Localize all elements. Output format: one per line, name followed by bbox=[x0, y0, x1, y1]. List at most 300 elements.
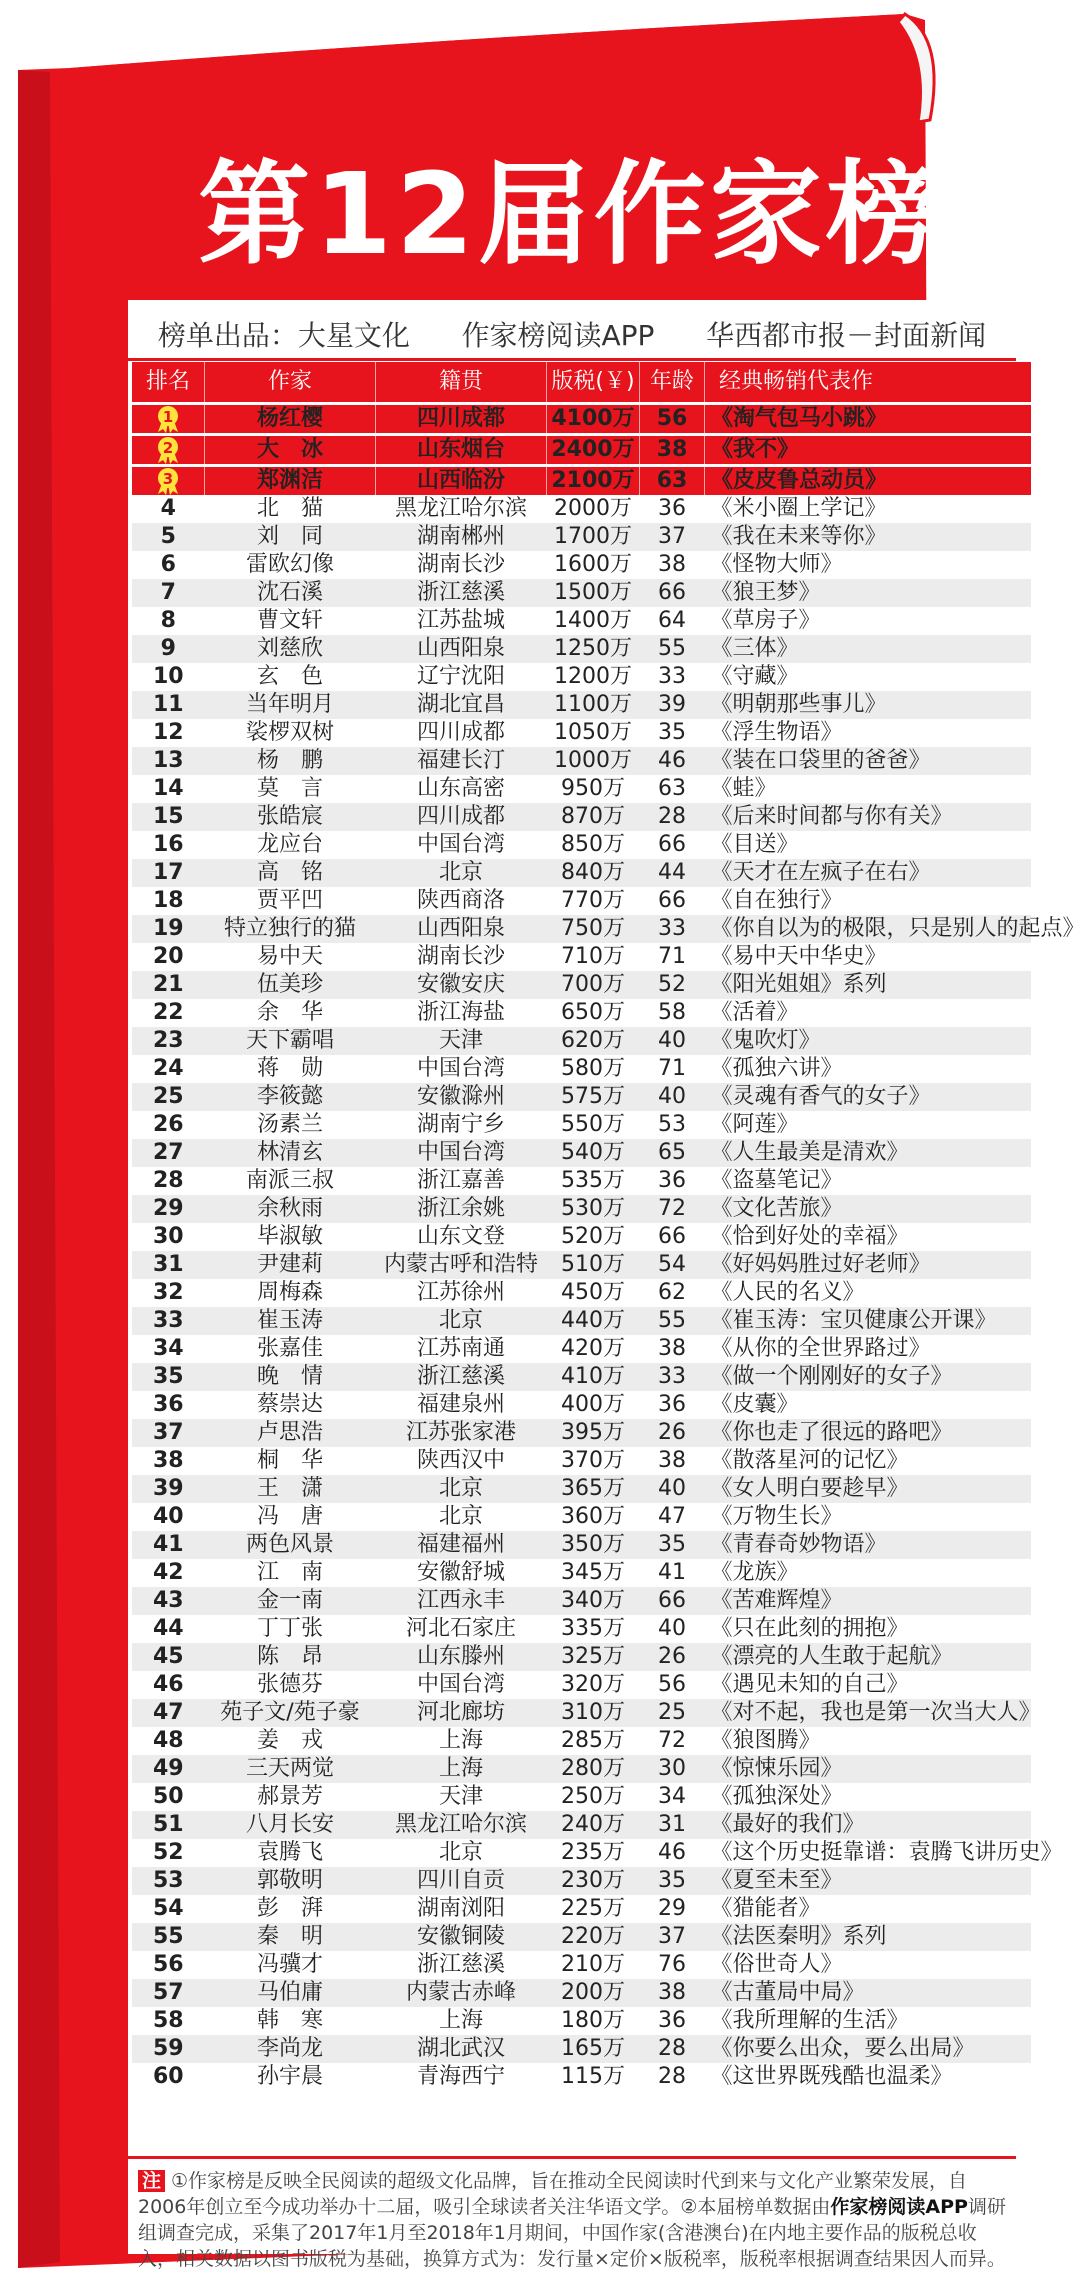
royalty-cell: 325万 bbox=[547, 1643, 640, 1671]
age-cell: 63 bbox=[658, 776, 686, 801]
rank-cell: 32 bbox=[152, 1280, 184, 1305]
author-cell: 裟椤双树 bbox=[245, 720, 334, 745]
royalty-cell: 535万 bbox=[561, 1168, 625, 1193]
age-cell: 26 bbox=[640, 1643, 705, 1671]
table-row bbox=[132, 1363, 1031, 1391]
author-cell: 三天两觉 bbox=[205, 1755, 376, 1783]
rank-cell: 41 bbox=[132, 1531, 205, 1559]
rank-cell: 26 bbox=[152, 1112, 184, 1137]
table-row bbox=[132, 466, 1031, 496]
age-cell: 56 bbox=[658, 1672, 686, 1697]
royalty-cell: 450万 bbox=[561, 1280, 625, 1305]
table-row bbox=[132, 1643, 1031, 1671]
royalty-cell: 240万 bbox=[547, 1811, 640, 1839]
rank-cell: 59 bbox=[132, 2035, 205, 2063]
column-header-age: 年龄 bbox=[640, 362, 705, 404]
royalty-cell: 1100万 bbox=[547, 691, 640, 719]
work-cell: 《目送》 bbox=[710, 832, 799, 857]
royalty-cell: 180万 bbox=[561, 2008, 625, 2033]
author-cell: 陈 昂 bbox=[205, 1643, 376, 1671]
work-cell: 《自在独行》 bbox=[710, 888, 843, 913]
author-cell: 刘 同 bbox=[205, 523, 376, 551]
age-cell: 66 bbox=[658, 1224, 686, 1249]
rank-cell: 58 bbox=[152, 2008, 184, 2033]
rank-cell: 57 bbox=[132, 1979, 205, 2007]
age-cell: 40 bbox=[640, 1083, 705, 1111]
table-row bbox=[132, 915, 1031, 943]
work-cell: 《天才在左疯子在右》 bbox=[705, 859, 1032, 887]
author-cell: 李尚龙 bbox=[205, 2035, 376, 2063]
hometown-cell: 湖南长沙 bbox=[416, 944, 505, 969]
table-row bbox=[132, 943, 1031, 971]
rank-number: 1 bbox=[162, 408, 174, 426]
table-row bbox=[132, 719, 1031, 747]
table-row bbox=[132, 1167, 1031, 1195]
age-cell: 28 bbox=[640, 2035, 705, 2063]
hometown-cell: 浙江嘉善 bbox=[416, 1168, 505, 1193]
table-row bbox=[132, 1139, 1031, 1167]
age-cell: 36 bbox=[658, 1168, 686, 1193]
work-cell: 《盗墓笔记》 bbox=[710, 1168, 843, 1193]
publisher-label: 榜单出品：大星文化 bbox=[157, 319, 410, 352]
royalty-cell: 870万 bbox=[547, 803, 640, 831]
table-row bbox=[132, 579, 1031, 607]
work-cell: 《我在未来等你》 bbox=[705, 523, 1032, 551]
hometown-cell: 江苏徐州 bbox=[416, 1280, 505, 1305]
royalty-cell: 2400万 bbox=[547, 435, 640, 466]
table-row bbox=[132, 1671, 1031, 1699]
author-cell: 张嘉佳 bbox=[256, 1336, 323, 1361]
footnote bbox=[138, 2168, 1008, 2272]
author-cell: 北 猫 bbox=[256, 496, 323, 521]
age-cell: 46 bbox=[640, 747, 705, 775]
medal-icon bbox=[153, 436, 183, 464]
work-cell: 《我所理解的生活》 bbox=[710, 2008, 909, 2033]
rank-cell: 22 bbox=[152, 1000, 184, 1025]
age-cell: 40 bbox=[658, 1616, 686, 1641]
table-row bbox=[132, 775, 1031, 803]
work-cell: 《活着》 bbox=[710, 1000, 799, 1025]
work-cell: 《三体》 bbox=[705, 635, 1032, 663]
author-cell: 郝景芳 bbox=[256, 1784, 323, 1809]
table-row bbox=[132, 1279, 1031, 1307]
hometown-cell: 湖南宁乡 bbox=[416, 1112, 505, 1137]
age-cell: 72 bbox=[640, 1195, 705, 1223]
royalty-cell: 2000万 bbox=[554, 496, 632, 521]
work-cell: 《装在口袋里的爸爸》 bbox=[705, 747, 1032, 775]
work-cell: 《夏至未至》 bbox=[705, 1867, 1032, 1895]
table-row bbox=[132, 1195, 1031, 1223]
note-app-name: 作家榜阅读APP bbox=[830, 2196, 968, 2218]
work-cell: 《孤独深处》 bbox=[710, 1784, 843, 1809]
table-header-row bbox=[132, 362, 1031, 404]
hometown-cell: 山东滕州 bbox=[376, 1643, 547, 1671]
royalty-cell: 395万 bbox=[547, 1419, 640, 1447]
author-cell: 曹文轩 bbox=[256, 608, 323, 633]
hometown-cell: 山东文登 bbox=[416, 1224, 505, 1249]
work-cell: 《怪物大师》 bbox=[710, 552, 843, 577]
royalty-cell: 165万 bbox=[547, 2035, 640, 2063]
author-cell: 郭敬明 bbox=[205, 1867, 376, 1895]
age-cell: 33 bbox=[640, 1363, 705, 1391]
royalty-cell: 225万 bbox=[561, 1896, 625, 1921]
rank-cell: 29 bbox=[132, 1195, 205, 1223]
royalty-cell: 360万 bbox=[561, 1504, 625, 1529]
table-row bbox=[132, 663, 1031, 691]
rank-number: 2 bbox=[162, 439, 174, 457]
work-cell: 《猎能者》 bbox=[710, 1896, 821, 1921]
hometown-cell: 四川成都 bbox=[416, 720, 505, 745]
age-cell: 38 bbox=[658, 552, 686, 577]
author-cell: 特立独行的猫 bbox=[205, 915, 376, 943]
table-row bbox=[132, 1503, 1031, 1531]
age-cell: 44 bbox=[640, 859, 705, 887]
author-cell: 苑子文/苑子豪 bbox=[205, 1699, 376, 1727]
table-row bbox=[132, 1251, 1031, 1279]
royalty-cell: 345万 bbox=[561, 1560, 625, 1585]
rank-cell: 33 bbox=[132, 1307, 205, 1335]
table-row bbox=[132, 1335, 1031, 1363]
table-row bbox=[132, 971, 1031, 999]
author-cell: 当年明月 bbox=[205, 691, 376, 719]
rank-cell: 36 bbox=[152, 1392, 184, 1417]
work-cell: 《苦难辉煌》 bbox=[705, 1587, 1032, 1615]
table-row bbox=[132, 1923, 1031, 1951]
rank-cell: 55 bbox=[132, 1923, 205, 1951]
hometown-cell: 安徽舒城 bbox=[416, 1560, 505, 1585]
rank-cell: 19 bbox=[132, 915, 205, 943]
table-row bbox=[132, 1307, 1031, 1335]
author-cell: 袁腾飞 bbox=[256, 1840, 323, 1865]
table-row bbox=[132, 1419, 1031, 1447]
work-cell: 《俗世奇人》 bbox=[710, 1952, 843, 1977]
column-header-work: 经典畅销代表作 bbox=[705, 362, 1032, 404]
hometown-cell: 山西阳泉 bbox=[376, 635, 547, 663]
table-row bbox=[132, 1587, 1031, 1615]
table-row bbox=[132, 2035, 1031, 2063]
age-cell: 34 bbox=[658, 1784, 686, 1809]
rank-cell: 52 bbox=[152, 1840, 184, 1865]
royalty-cell: 580万 bbox=[561, 1056, 625, 1081]
table-row bbox=[132, 635, 1031, 663]
age-cell: 26 bbox=[640, 1419, 705, 1447]
rank-cell: 5 bbox=[132, 523, 205, 551]
medal-icon bbox=[153, 467, 183, 495]
hometown-cell: 湖北武汉 bbox=[376, 2035, 547, 2063]
age-cell: 66 bbox=[658, 832, 686, 857]
table-row bbox=[132, 1055, 1031, 1083]
author-cell: 晚 情 bbox=[205, 1363, 376, 1391]
hometown-cell: 浙江慈溪 bbox=[376, 1363, 547, 1391]
work-cell: 《鬼吹灯》 bbox=[705, 1027, 1032, 1055]
royalty-cell: 250万 bbox=[561, 1784, 625, 1809]
hometown-cell: 湖北宜昌 bbox=[376, 691, 547, 719]
hometown-cell: 辽宁沈阳 bbox=[416, 664, 505, 689]
age-cell: 53 bbox=[658, 1112, 686, 1137]
work-cell: 《万物生长》 bbox=[710, 1504, 843, 1529]
age-cell: 40 bbox=[640, 1027, 705, 1055]
royalty-cell: 620万 bbox=[547, 1027, 640, 1055]
hometown-cell: 北京 bbox=[376, 1475, 547, 1503]
rank-cell: 44 bbox=[152, 1616, 184, 1641]
rank-cell: 23 bbox=[132, 1027, 205, 1055]
table-row bbox=[132, 435, 1031, 466]
hometown-cell: 北京 bbox=[376, 1307, 547, 1335]
author-cell: 张德芬 bbox=[256, 1672, 323, 1697]
rank-cell: 10 bbox=[152, 664, 184, 689]
hometown-cell: 山西临汾 bbox=[376, 466, 547, 496]
rank-cell: 39 bbox=[132, 1475, 205, 1503]
rank-cell bbox=[132, 466, 205, 496]
table-row bbox=[132, 999, 1031, 1027]
work-cell: 《守藏》 bbox=[710, 664, 799, 689]
work-cell: 《惊悚乐园》 bbox=[705, 1755, 1032, 1783]
age-cell: 30 bbox=[640, 1755, 705, 1783]
rank-cell: 14 bbox=[152, 776, 184, 801]
age-cell: 76 bbox=[658, 1952, 686, 1977]
table-row bbox=[132, 1979, 1031, 2007]
royalty-cell: 210万 bbox=[561, 1952, 625, 1977]
note-text-1: ①作家榜是反映全民阅读的超级文化品牌，旨在推动全民阅读时代到来与文化产业繁荣发展，自2006年创立至今成功举办十二届，吸引全球读者关注华语文学。②本届榜单数据由 bbox=[138, 2170, 968, 2218]
age-cell: 56 bbox=[640, 404, 705, 435]
column-header-name: 作家 bbox=[205, 362, 376, 404]
table-row bbox=[132, 1083, 1031, 1111]
table-row bbox=[132, 1755, 1031, 1783]
rank-cell: 16 bbox=[152, 832, 184, 857]
royalty-cell: 400万 bbox=[561, 1392, 625, 1417]
royalty-cell: 4100万 bbox=[547, 404, 640, 435]
rank-cell: 9 bbox=[132, 635, 205, 663]
rank-cell: 34 bbox=[152, 1336, 184, 1361]
hometown-cell: 浙江余姚 bbox=[376, 1195, 547, 1223]
hometown-cell: 中国台湾 bbox=[416, 832, 505, 857]
hometown-cell: 江苏南通 bbox=[416, 1336, 505, 1361]
table-row bbox=[132, 1811, 1031, 1839]
rank-cell: 24 bbox=[152, 1056, 184, 1081]
author-cell: 杨红樱 bbox=[205, 404, 376, 435]
work-cell: 《你也走了很远的路吧》 bbox=[705, 1419, 1032, 1447]
hometown-cell: 中国台湾 bbox=[416, 1056, 505, 1081]
hometown-cell: 河北石家庄 bbox=[405, 1616, 516, 1641]
note-text-2: 调研组调查完成，采集了2017年1月至2018年1月期间，中国作家(含港澳台)在内地主要作品的版税总收入，相关数据以图书版税为基础，换算方式为：发行量×定价×版税率，版税率根据调查结果因人而异。 bbox=[138, 2196, 1006, 2270]
age-cell: 52 bbox=[640, 971, 705, 999]
author-cell: 伍美珍 bbox=[205, 971, 376, 999]
ranking-table bbox=[132, 362, 1085, 2091]
rank-cell: 21 bbox=[132, 971, 205, 999]
hometown-cell: 北京 bbox=[438, 1504, 483, 1529]
royalty-cell: 1700万 bbox=[547, 523, 640, 551]
age-cell: 35 bbox=[640, 1531, 705, 1559]
author-cell: 彭 湃 bbox=[256, 1896, 323, 1921]
royalty-cell: 530万 bbox=[547, 1195, 640, 1223]
age-cell: 31 bbox=[640, 1811, 705, 1839]
author-cell: 南派三叔 bbox=[245, 1168, 334, 1193]
age-cell: 35 bbox=[640, 1867, 705, 1895]
column-header-rank: 排名 bbox=[132, 362, 205, 404]
work-cell: 《狼图腾》 bbox=[710, 1728, 821, 1753]
royalty-cell: 335万 bbox=[561, 1616, 625, 1641]
work-cell: 《米小圈上学记》 bbox=[710, 496, 887, 521]
author-cell: 杨 鹏 bbox=[205, 747, 376, 775]
work-cell: 《遇见未知的自己》 bbox=[710, 1672, 909, 1697]
age-cell: 66 bbox=[658, 888, 686, 913]
author-cell: 贾平凹 bbox=[256, 888, 323, 913]
rank-cell bbox=[132, 435, 205, 466]
publisher-app: 作家榜阅读APP bbox=[461, 319, 655, 352]
royalty-cell: 1000万 bbox=[547, 747, 640, 775]
rank-cell: 35 bbox=[132, 1363, 205, 1391]
author-cell: 易中天 bbox=[256, 944, 323, 969]
work-cell: 《灵魂有香气的女子》 bbox=[705, 1083, 1032, 1111]
work-cell: 《这个历史挺靠谱：袁腾飞讲历史》 bbox=[710, 1840, 1063, 1865]
age-cell: 63 bbox=[640, 466, 705, 496]
royalty-cell: 285万 bbox=[561, 1728, 625, 1753]
work-cell: 《皮囊》 bbox=[710, 1392, 799, 1417]
author-cell: 韩 寒 bbox=[256, 2008, 323, 2033]
work-cell: 《女人明白要趁早》 bbox=[705, 1475, 1032, 1503]
hometown-cell: 四川自贡 bbox=[376, 1867, 547, 1895]
age-cell: 71 bbox=[658, 944, 686, 969]
royalty-cell: 365万 bbox=[547, 1475, 640, 1503]
work-cell: 《蛙》 bbox=[710, 776, 777, 801]
author-cell: 余 华 bbox=[256, 1000, 323, 1025]
table-row bbox=[132, 1727, 1031, 1755]
rank-cell: 54 bbox=[152, 1896, 184, 1921]
royalty-cell: 420万 bbox=[561, 1336, 625, 1361]
hometown-cell: 湖南浏阳 bbox=[416, 1896, 505, 1921]
rank-cell: 45 bbox=[132, 1643, 205, 1671]
author-cell: 冯 唐 bbox=[256, 1504, 323, 1529]
work-cell: 《人生最美是清欢》 bbox=[705, 1139, 1032, 1167]
work-cell: 《后来时间都与你有关》 bbox=[705, 803, 1032, 831]
work-cell: 《淘气包马小跳》 bbox=[705, 404, 1032, 435]
age-cell: 38 bbox=[658, 1448, 686, 1473]
publisher-media: 华西都市报－封面新闻 bbox=[706, 319, 987, 352]
work-cell: 《阳光姐姐》系列 bbox=[705, 971, 1032, 999]
work-cell: 《漂亮的人生敢于起航》 bbox=[705, 1643, 1032, 1671]
age-cell: 29 bbox=[658, 1896, 686, 1921]
author-cell: 桐 华 bbox=[256, 1448, 323, 1473]
rank-cell: 37 bbox=[132, 1419, 205, 1447]
royalty-cell: 750万 bbox=[547, 915, 640, 943]
author-cell: 姜 戎 bbox=[256, 1728, 323, 1753]
royalty-cell: 310万 bbox=[547, 1699, 640, 1727]
rank-cell: 6 bbox=[160, 552, 176, 577]
author-cell: 马伯庸 bbox=[205, 1979, 376, 2007]
rank-cell: 20 bbox=[152, 944, 184, 969]
hometown-cell: 四川成都 bbox=[376, 803, 547, 831]
author-cell: 大 冰 bbox=[205, 435, 376, 466]
author-cell: 毕淑敏 bbox=[256, 1224, 323, 1249]
table-row bbox=[132, 1223, 1031, 1251]
hometown-cell: 四川成都 bbox=[376, 404, 547, 435]
hometown-cell: 北京 bbox=[438, 1840, 483, 1865]
author-cell: 周梅森 bbox=[256, 1280, 323, 1305]
page-title: 第12届作家榜 bbox=[198, 150, 942, 280]
rank-cell: 7 bbox=[132, 579, 205, 607]
age-cell: 37 bbox=[640, 523, 705, 551]
hometown-cell: 内蒙古呼和浩特 bbox=[376, 1251, 547, 1279]
table-row bbox=[132, 1951, 1031, 1979]
hometown-cell: 福建福州 bbox=[376, 1531, 547, 1559]
hometown-cell: 青海西宁 bbox=[416, 2064, 505, 2089]
rank-cell: 11 bbox=[132, 691, 205, 719]
royalty-cell: 950万 bbox=[561, 776, 625, 801]
rank-cell: 4 bbox=[160, 496, 176, 521]
rank-cell: 31 bbox=[132, 1251, 205, 1279]
author-cell: 汤素兰 bbox=[256, 1112, 323, 1137]
work-cell: 《龙族》 bbox=[710, 1560, 799, 1585]
hometown-cell: 浙江海盐 bbox=[416, 1000, 505, 1025]
royalty-cell: 700万 bbox=[547, 971, 640, 999]
hometown-cell: 北京 bbox=[376, 859, 547, 887]
age-cell: 72 bbox=[658, 1728, 686, 1753]
table-row bbox=[132, 2063, 1031, 2091]
work-cell: 《草房子》 bbox=[710, 608, 821, 633]
table-row bbox=[132, 1867, 1031, 1895]
author-cell: 冯骥才 bbox=[256, 1952, 323, 1977]
author-cell: 龙应台 bbox=[256, 832, 323, 857]
age-cell: 66 bbox=[640, 1587, 705, 1615]
work-cell: 《只在此刻的拥抱》 bbox=[710, 1616, 909, 1641]
age-cell: 71 bbox=[658, 1056, 686, 1081]
table-row bbox=[132, 691, 1031, 719]
royalty-cell: 540万 bbox=[547, 1139, 640, 1167]
hometown-cell: 上海 bbox=[376, 1755, 547, 1783]
work-cell: 《孤独六讲》 bbox=[710, 1056, 843, 1081]
author-cell: 卢思浩 bbox=[205, 1419, 376, 1447]
hometown-cell: 浙江慈溪 bbox=[416, 1952, 505, 1977]
age-cell: 62 bbox=[658, 1280, 686, 1305]
author-cell: 郑渊洁 bbox=[205, 466, 376, 496]
hometown-cell: 河北廊坊 bbox=[376, 1699, 547, 1727]
author-cell: 高 铭 bbox=[205, 859, 376, 887]
royalty-cell: 1500万 bbox=[547, 579, 640, 607]
royalty-cell: 410万 bbox=[547, 1363, 640, 1391]
hometown-cell: 黑龙江哈尔滨 bbox=[376, 1811, 547, 1839]
column-header-royalty: 版税(￥) bbox=[547, 362, 640, 404]
rank-cell: 56 bbox=[152, 1952, 184, 1977]
age-cell: 47 bbox=[658, 1504, 686, 1529]
author-cell: 张皓宸 bbox=[205, 803, 376, 831]
registered-mark: ® bbox=[1010, 146, 1034, 174]
table-row bbox=[132, 831, 1031, 859]
rank-cell: 27 bbox=[132, 1139, 205, 1167]
royalty-cell: 320万 bbox=[561, 1672, 625, 1697]
age-cell: 40 bbox=[640, 1475, 705, 1503]
table-row bbox=[132, 1027, 1031, 1055]
hometown-cell: 福建泉州 bbox=[416, 1392, 505, 1417]
work-cell: 《最好的我们》 bbox=[705, 1811, 1032, 1839]
author-cell: 蒋 勋 bbox=[256, 1056, 323, 1081]
author-cell: 莫 言 bbox=[256, 776, 323, 801]
age-cell: 38 bbox=[640, 1979, 705, 2007]
age-cell: 55 bbox=[640, 1307, 705, 1335]
hometown-cell: 中国台湾 bbox=[376, 1139, 547, 1167]
rank-cell bbox=[132, 404, 205, 435]
author-cell: 两色风景 bbox=[205, 1531, 376, 1559]
author-cell: 崔玉涛 bbox=[205, 1307, 376, 1335]
rank-cell: 15 bbox=[132, 803, 205, 831]
hometown-cell: 山西阳泉 bbox=[376, 915, 547, 943]
table-row bbox=[132, 1839, 1031, 1867]
table-row bbox=[132, 551, 1031, 579]
table-row bbox=[132, 1559, 1031, 1587]
hometown-cell: 浙江慈溪 bbox=[376, 579, 547, 607]
royalty-cell: 230万 bbox=[547, 1867, 640, 1895]
royalty-cell: 2100万 bbox=[547, 466, 640, 496]
hometown-cell: 福建长汀 bbox=[376, 747, 547, 775]
